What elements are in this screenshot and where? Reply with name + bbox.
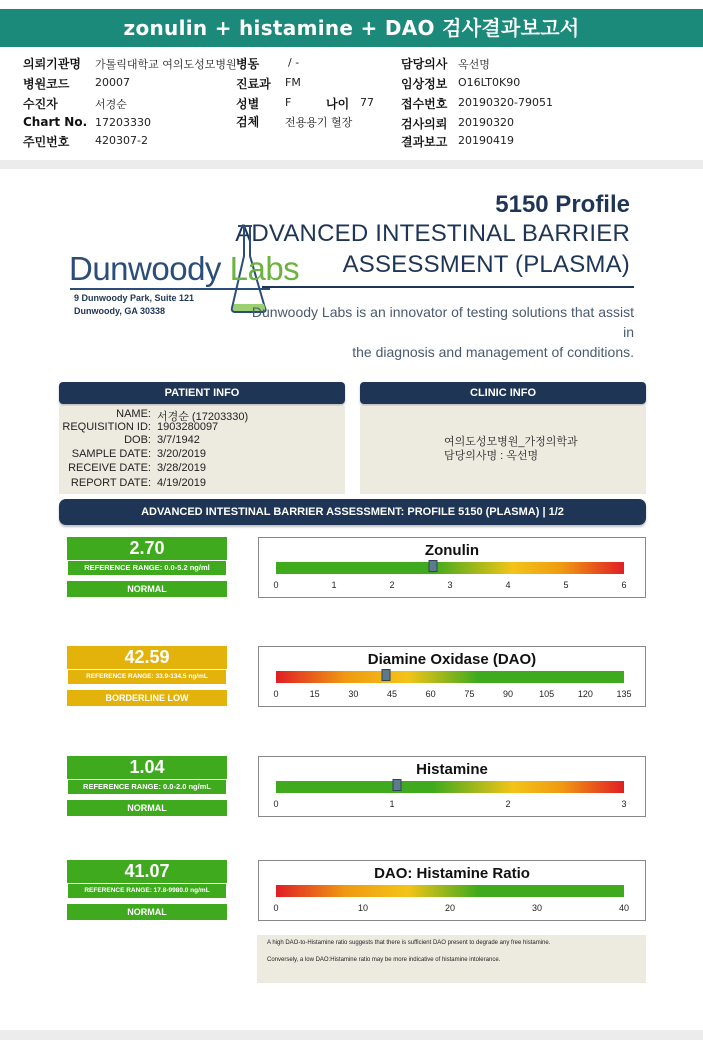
requisition-value: 1903280097 [157, 421, 219, 433]
field-value: 420307-2 [95, 134, 148, 147]
gauge-title: DAO: Histamine Ratio [374, 865, 530, 882]
field-value: FM [285, 76, 301, 89]
ratio-note-line1: A high DAO-to-Histamine ratio suggests that there is sufficient DAO present to degrade any free histamine. [267, 940, 551, 946]
gauge-tick-label: 3 [621, 799, 627, 809]
patient-info-heading: PATIENT INFO [59, 382, 345, 404]
field-label: 의뢰기관명 [23, 57, 81, 71]
field-value: 20190320-79051 [458, 96, 553, 109]
result-value: 41.07 [67, 860, 227, 883]
status-badge: NORMAL [67, 581, 227, 597]
dob-value: 3/7/1942 [157, 434, 200, 446]
gauge-tick-label: 90 [502, 689, 514, 699]
report-title-bar: zonulin + histamine + DAO 검사결과보고서 [0, 9, 703, 47]
field-label: 병동 [236, 57, 260, 71]
receive-date-label: RECEIVE DATE: [68, 462, 151, 474]
gauge-tick-label: 4 [505, 580, 511, 590]
gauge-bar [276, 562, 624, 574]
status-badge: NORMAL [67, 800, 227, 816]
gauge-title: Zonulin [424, 542, 480, 559]
requisition-label: REQUISITION ID: [62, 421, 151, 433]
field-label: 진료과 [236, 77, 271, 91]
gauge-tick-label: 3 [447, 580, 453, 590]
field-label: 수진자 [23, 97, 58, 111]
report-title-line1: ADVANCED INTESTINAL BARRIER [235, 220, 630, 247]
gauge-tick-label: 60 [425, 689, 436, 699]
gauge [258, 646, 646, 707]
gauge-bar [276, 671, 624, 683]
patient-name-value: 서경순 (17203330) [157, 411, 249, 423]
gauge-tick-label: 45 [386, 689, 398, 699]
field-value: / - [288, 56, 300, 69]
clinic-info-panel [360, 406, 646, 494]
ratio-note-line2: Conversely, a low DAO:Histamine ratio may be more indicative of histamine intolerance. [267, 957, 501, 963]
field-value: 20190320 [458, 116, 514, 129]
tagline [250, 302, 634, 362]
gauge-title: Histamine [416, 761, 488, 778]
logo [69, 250, 299, 288]
gauge-tick-label: 0 [273, 580, 279, 590]
gauge-tick-label: 135 [616, 689, 632, 699]
field-value: 옥선명 [458, 58, 490, 71]
receive-date-value: 3/28/2019 [157, 462, 206, 474]
gauge-bar [276, 781, 624, 793]
field-label: 결과보고 [401, 135, 448, 149]
logo-word-dunwoody: Dunwoody [69, 250, 221, 287]
field-value: 77 [360, 96, 374, 109]
report-date-label: REPORT DATE: [70, 477, 151, 489]
field-value: 가톨릭대학교 여의도성모병원 [95, 58, 237, 71]
gauge-tick-label: 10 [357, 903, 369, 913]
gauge-marker [392, 779, 401, 791]
patient-info-panel [59, 406, 345, 494]
gauge-tick-label: 40 [618, 903, 630, 913]
tagline-line1: Dunwoody Labs is an innovator of testing solutions that assist in [251, 304, 634, 340]
gauge-tick-label: 30 [348, 689, 359, 699]
profile-title: 5150 Profile [495, 191, 630, 218]
result-value: 42.59 [67, 646, 227, 669]
gauge-tick-label: 120 [577, 689, 593, 699]
gauge-tick-label: 0 [273, 903, 279, 913]
field-label: Chart No. [23, 115, 88, 129]
gauge-tick-label: 20 [444, 903, 456, 913]
reference-range: REFERENCE RANGE: 17.8-9980.0 ng/mL [67, 883, 227, 899]
gauge-tick-label: 15 [309, 689, 320, 699]
clinic-info-heading: CLINIC INFO [360, 382, 646, 404]
gauge-bar [276, 885, 624, 897]
reference-range: REFERENCE RANGE: 33.9-134.5 ng/mL [67, 669, 227, 685]
gauge-tick-label: 105 [539, 689, 555, 699]
dob-label: DOB: [124, 434, 151, 446]
field-value: 20007 [95, 76, 130, 89]
report-date-value: 4/19/2019 [157, 477, 206, 489]
gauge [258, 756, 646, 817]
sample-date-value: 3/20/2019 [157, 448, 206, 460]
logo-word-labs: Labs [229, 250, 300, 287]
section-divider [0, 160, 703, 169]
page-footer-strip [0, 1030, 703, 1040]
result-value: 1.04 [67, 756, 227, 779]
field-value: 전용용기 혈장 [285, 116, 353, 129]
gauge-marker [428, 560, 437, 572]
field-label: 접수번호 [401, 97, 448, 111]
field-label: 담당의사 [401, 57, 448, 71]
logo-rule [70, 288, 270, 290]
status-badge: BORDERLINE LOW [67, 690, 227, 706]
tagline-line2: the diagnosis and management of conditions. [352, 344, 634, 360]
gauge-tick-label: 5 [563, 580, 569, 590]
gauge-tick-label: 30 [531, 903, 543, 913]
gauge-tick-label: 0 [273, 799, 279, 809]
gauge-marker [381, 669, 390, 681]
clinic-name: 여의도성모병원_가정의학과 [444, 436, 578, 448]
gauge [258, 860, 646, 921]
gauge-tick-label: 0 [273, 689, 279, 699]
clinic-doctor: 담당의사명 : 옥선명 [444, 450, 539, 462]
gauge-tick-label: 6 [621, 580, 627, 590]
field-label: 검사의뢰 [401, 117, 448, 131]
field-value: O16LT0K90 [458, 76, 521, 89]
field-label: 검체 [236, 115, 260, 129]
address-line2: Dunwoody, GA 30338 [74, 306, 166, 316]
gauge-tick-label: 75 [464, 689, 475, 699]
field-label: 주민번호 [23, 135, 70, 149]
gauge-title: Diamine Oxidase (DAO) [367, 651, 537, 668]
assessment-heading: ADVANCED INTESTINAL BARRIER ASSESSMENT: PROFILE 5150 (PLASMA) | 1/2 [59, 499, 646, 525]
reference-range: REFERENCE RANGE: 0.0-5.2 ng/ml [67, 560, 227, 576]
field-value: 20190419 [458, 134, 514, 147]
sample-date-label: SAMPLE DATE: [71, 448, 151, 460]
report-title-line2: ASSESSMENT (PLASMA) [342, 251, 630, 278]
reference-range: REFERENCE RANGE: 0.0-2.0 ng/mL [67, 779, 227, 795]
gauge-tick-label: 1 [331, 580, 337, 590]
field-label: 나이 [326, 97, 350, 111]
gauge-tick-label: 2 [389, 580, 395, 590]
field-value: 서경순 [95, 98, 127, 111]
ratio-note-panel [257, 935, 646, 983]
field-value: 17203330 [95, 116, 151, 129]
patient-name-label: NAME: [116, 408, 151, 420]
gauge-tick-label: 2 [505, 799, 511, 809]
field-label: 병원코드 [23, 77, 70, 91]
field-value: F [285, 96, 292, 109]
result-value: 2.70 [67, 537, 227, 560]
field-label: 임상정보 [401, 77, 448, 91]
gauge [258, 537, 646, 598]
address-line1: 9 Dunwoody Park, Suite 121 [74, 293, 195, 303]
field-label: 성별 [236, 97, 260, 111]
title-rule [262, 286, 634, 288]
status-badge: NORMAL [67, 904, 227, 920]
gauge-tick-label: 1 [389, 799, 395, 809]
